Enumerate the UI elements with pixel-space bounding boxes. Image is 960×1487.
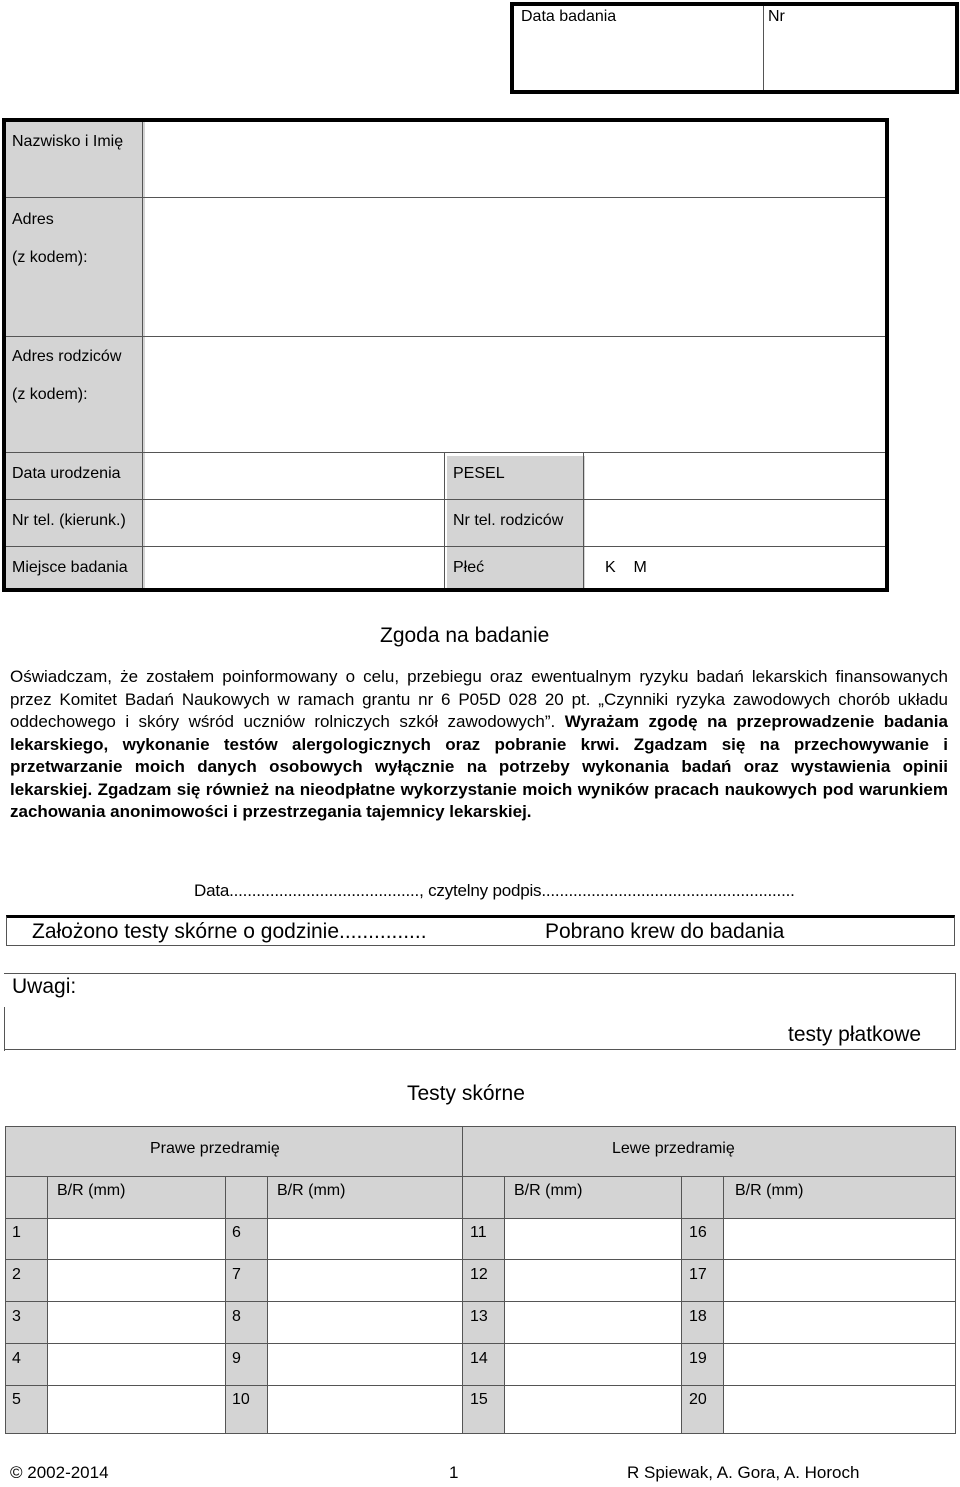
test-number: 14 (470, 1350, 488, 1367)
form-divider (583, 452, 584, 588)
br-header: B/R (mm) (514, 1182, 583, 1199)
form-divider (6, 452, 885, 453)
name-label: Nazwisko i Imię (12, 133, 124, 150)
form-divider (6, 546, 885, 547)
forearm-header-row (6, 1127, 955, 1177)
table-divider (6, 1385, 955, 1386)
br-header: B/R (mm) (277, 1182, 346, 1199)
parents-address-label: Adres rodziców (12, 348, 122, 365)
test-number: 5 (12, 1391, 21, 1408)
test-number: 15 (470, 1391, 488, 1408)
test-number: 7 (232, 1266, 241, 1283)
consent-text-normal: Oświadczam, że zostałem poinformowany o celu, przebiegu oraz ewentualnym ryzyku badań lekarskich finansowanych przez Komitet Badań Naukowych w ramach grantu nr 6 P05D 028 20 pt. „Czynniki ryzyka zawodowych chorób układu oddechowego i skóry wśród uczniów rolniczych szkół zawodowych”. (10, 667, 948, 731)
table-divider (723, 1177, 724, 1433)
table-divider (6, 1218, 955, 1219)
consent-title: Zgoda na badanie (380, 624, 550, 647)
sex-label: Płeć (453, 559, 485, 576)
test-number: 6 (232, 1224, 241, 1241)
table-divider (267, 1177, 268, 1433)
parents-phone-label: Nr tel. rodziców (453, 512, 564, 529)
test-number: 16 (689, 1224, 707, 1241)
personal-data-form (2, 118, 889, 592)
test-number: 20 (689, 1391, 707, 1408)
br-header-row (6, 1177, 955, 1219)
form-divider (444, 452, 445, 588)
test-number: 18 (689, 1308, 707, 1325)
test-number: 2 (12, 1266, 21, 1283)
test-number: 12 (470, 1266, 488, 1283)
nr-label: Nr (768, 8, 785, 25)
test-number: 13 (470, 1308, 488, 1325)
patch-tests: testy płatkowe (788, 1023, 922, 1046)
footer-authors: R Spiewak, A. Gora, A. Horoch (627, 1463, 860, 1482)
table-divider (462, 1127, 463, 1433)
test-number: 8 (232, 1308, 241, 1325)
address-label: Adres (12, 211, 54, 228)
birth-date-label: Data urodzenia (12, 465, 121, 482)
table-divider (6, 1343, 955, 1344)
blood-taken: Pobrano krew do badania (545, 920, 785, 943)
form-divider (142, 122, 143, 588)
test-number: 9 (232, 1350, 241, 1367)
form-divider (6, 499, 885, 500)
exam-place-label: Miejsce badania (12, 559, 128, 576)
test-number: 3 (12, 1308, 21, 1325)
br-header: B/R (mm) (735, 1182, 804, 1199)
test-number: 17 (689, 1266, 707, 1283)
skin-tests-time: Założono testy skórne o godzinie............... (32, 920, 427, 943)
label-column (6, 122, 145, 456)
phone-label: Nr tel. (kierunk.) (12, 512, 126, 529)
test-number: 10 (232, 1391, 250, 1408)
right-forearm-header: Prawe przedramię (150, 1140, 280, 1157)
form-divider (6, 197, 885, 198)
table-divider (6, 1301, 955, 1302)
left-forearm-header: Lewe przedramię (612, 1140, 735, 1157)
form-divider (6, 336, 885, 337)
signature-line: Data.........................................., czytelny podpis........................................................ (194, 881, 795, 900)
consent-text (10, 666, 948, 824)
exam-date-label: Data badania (521, 8, 617, 25)
pesel-label: PESEL (453, 465, 505, 482)
br-header: B/R (mm) (57, 1182, 126, 1199)
sex-options: K M (605, 559, 647, 576)
table-divider (6, 1259, 955, 1260)
parents-address-label-sub: (z kodem): (12, 386, 88, 403)
footer-copyright: © 2002-2014 (10, 1463, 109, 1482)
test-number: 11 (470, 1224, 487, 1241)
table-divider (47, 1177, 48, 1433)
skin-tests-title: Testy skórne (407, 1082, 525, 1105)
remarks-label: Uwagi: (12, 975, 77, 998)
test-number: 19 (689, 1350, 707, 1367)
remarks-box-left-edge (4, 1007, 5, 1051)
footer-page-number: 1 (449, 1463, 459, 1482)
table-divider (225, 1177, 226, 1433)
test-number: 4 (12, 1350, 21, 1367)
consent-text-bold: Wyrażam zgodę na przeprowadzenie badania lekarskiego, wykonanie testów alergologicznych oraz pobranie krwi. Zgadzam się na przechowywanie i przetwarzanie moich danych osobowych wyłącznie na potrzeby wykonania badań oraz wystawienia opinii lekarskiej. Zgadzam się również na nieodpłatne wykorzystanie moich wyników pracach naukowych pod warunkiem zachowania anonimowości i przestrzegania tajemnicy lekarskiej. (10, 712, 948, 821)
table-divider (6, 1176, 955, 1177)
address-label-sub: (z kodem): (12, 249, 88, 266)
test-number: 1 (12, 1224, 21, 1241)
table-divider (681, 1177, 682, 1433)
table-divider (504, 1177, 505, 1433)
